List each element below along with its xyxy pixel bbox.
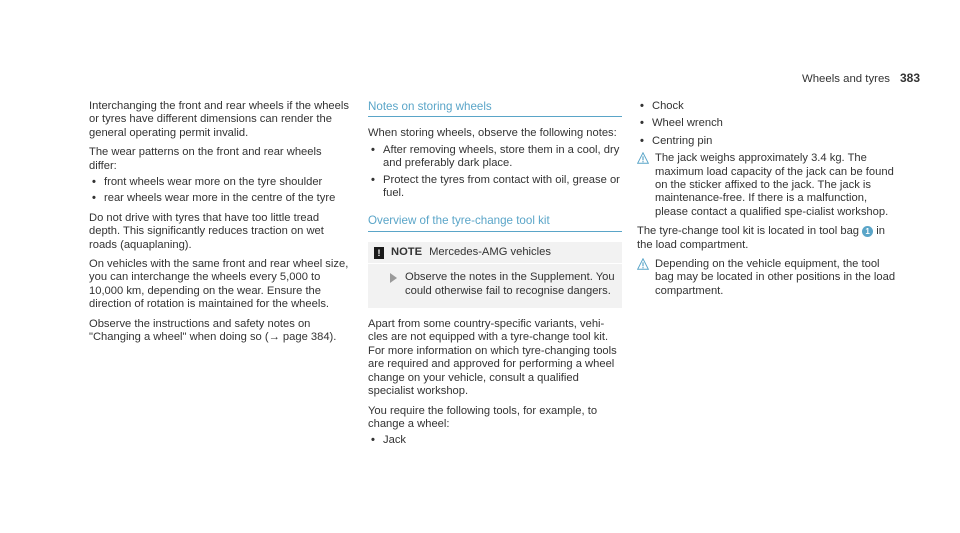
page-header bbox=[780, 72, 920, 86]
tools-list-continued bbox=[637, 100, 899, 148]
note-title: NOTE bbox=[391, 245, 423, 258]
note-subtitle: Mercedes-AMG vehicles bbox=[429, 245, 551, 258]
list-item: • Centring pin bbox=[640, 134, 713, 147]
info-icon bbox=[637, 258, 649, 270]
paragraph: Apart from some country-specific variants, vehi-cles are not equipped with a tyre-change tool kit. For more information on which tyre-changing tools are required and approved for performing a wheel change on your vehicle, consult a qualified specialist workshop. bbox=[368, 318, 617, 398]
bullet-icon: • bbox=[640, 134, 644, 147]
info-note bbox=[637, 152, 899, 219]
section-title: Wheels and tyres bbox=[801, 73, 890, 85]
note-body bbox=[368, 264, 622, 308]
info-text: The jack weighs approximately 3.4 kg. The maximum load capacity of the jack can be found on the sticker affixed to the jack. The jack is maintenance-free. If there is a malfunction, please contact a qualified spe-cialist workshop. bbox=[655, 152, 894, 218]
list-item: • rear wheels wear more in the centre of the tyre bbox=[92, 192, 336, 205]
bullet-icon: • bbox=[92, 192, 96, 205]
paragraph: The wear patterns on the front and rear wheels differ: bbox=[89, 146, 322, 172]
bullet-icon: • bbox=[640, 100, 644, 112]
section-heading: Overview of the tyre-change tool kit bbox=[368, 214, 622, 231]
paragraph: On vehicles with the same front and rear wheel size, you can interchange the wheels every 5,000 to 10,000 km, depending on the wear. Ensure the direction of rotation is maintained for the wheels. bbox=[89, 258, 349, 311]
paragraph: Observe the instructions and safety notes on "Changing a wheel" when doing so (→ page 384). bbox=[89, 317, 337, 344]
list-item: • front wheels wear more on the tyre shoulder bbox=[92, 176, 323, 189]
bullet-icon: • bbox=[92, 176, 96, 189]
info-note bbox=[637, 258, 899, 298]
section-heading: Notes on storing wheels bbox=[368, 100, 622, 117]
column-left bbox=[89, 100, 351, 351]
list-item: • After removing wheels, store them in a cool, dry and preferably dark place. bbox=[371, 143, 620, 170]
bullet-icon: • bbox=[371, 434, 375, 447]
play-arrow-icon bbox=[390, 273, 397, 283]
info-icon bbox=[637, 152, 649, 164]
list-item: • Protect the tyres from contact with oil, grease or fuel. bbox=[371, 173, 620, 200]
bullet-icon: • bbox=[371, 143, 375, 156]
page-number: 383 bbox=[899, 71, 920, 85]
paragraph: When storing wheels, observe the following notes: bbox=[368, 127, 617, 140]
paragraph: Interchanging the front and rear wheels if the wheels or tyres have different dimensions can render the general operating permit invalid. bbox=[89, 100, 349, 139]
note-header bbox=[368, 242, 622, 264]
list-item: • Chock bbox=[640, 100, 684, 112]
paragraph: Do not drive with tyres that have too little tread depth. This significantly reduces traction on wet roads (aquaplaning). bbox=[89, 211, 324, 251]
wear-list bbox=[89, 176, 351, 206]
info-text: Depending on the vehicle equipment, the tool bag may be located in other positions in the load compartment. bbox=[655, 258, 896, 297]
warning-icon: ! bbox=[374, 247, 384, 259]
storage-list bbox=[368, 144, 622, 201]
column-middle bbox=[368, 100, 622, 454]
list-item: • Jack bbox=[371, 434, 407, 447]
paragraph: You require the following tools, for example, to change a wheel: bbox=[368, 404, 598, 430]
column-right bbox=[637, 100, 899, 304]
callout-badge: 1 bbox=[862, 226, 873, 237]
tools-list bbox=[368, 434, 622, 447]
note-text: Observe the notes in the Supplement. You could otherwise fail to recognise dangers. bbox=[405, 271, 615, 297]
bullet-icon: • bbox=[371, 173, 375, 186]
paragraph: The tyre-change tool kit is located in tool bag 1 in the load compartment. bbox=[637, 225, 885, 251]
list-item: • Wheel wrench bbox=[640, 117, 723, 130]
note-box bbox=[368, 242, 622, 308]
bullet-icon: • bbox=[640, 117, 644, 130]
